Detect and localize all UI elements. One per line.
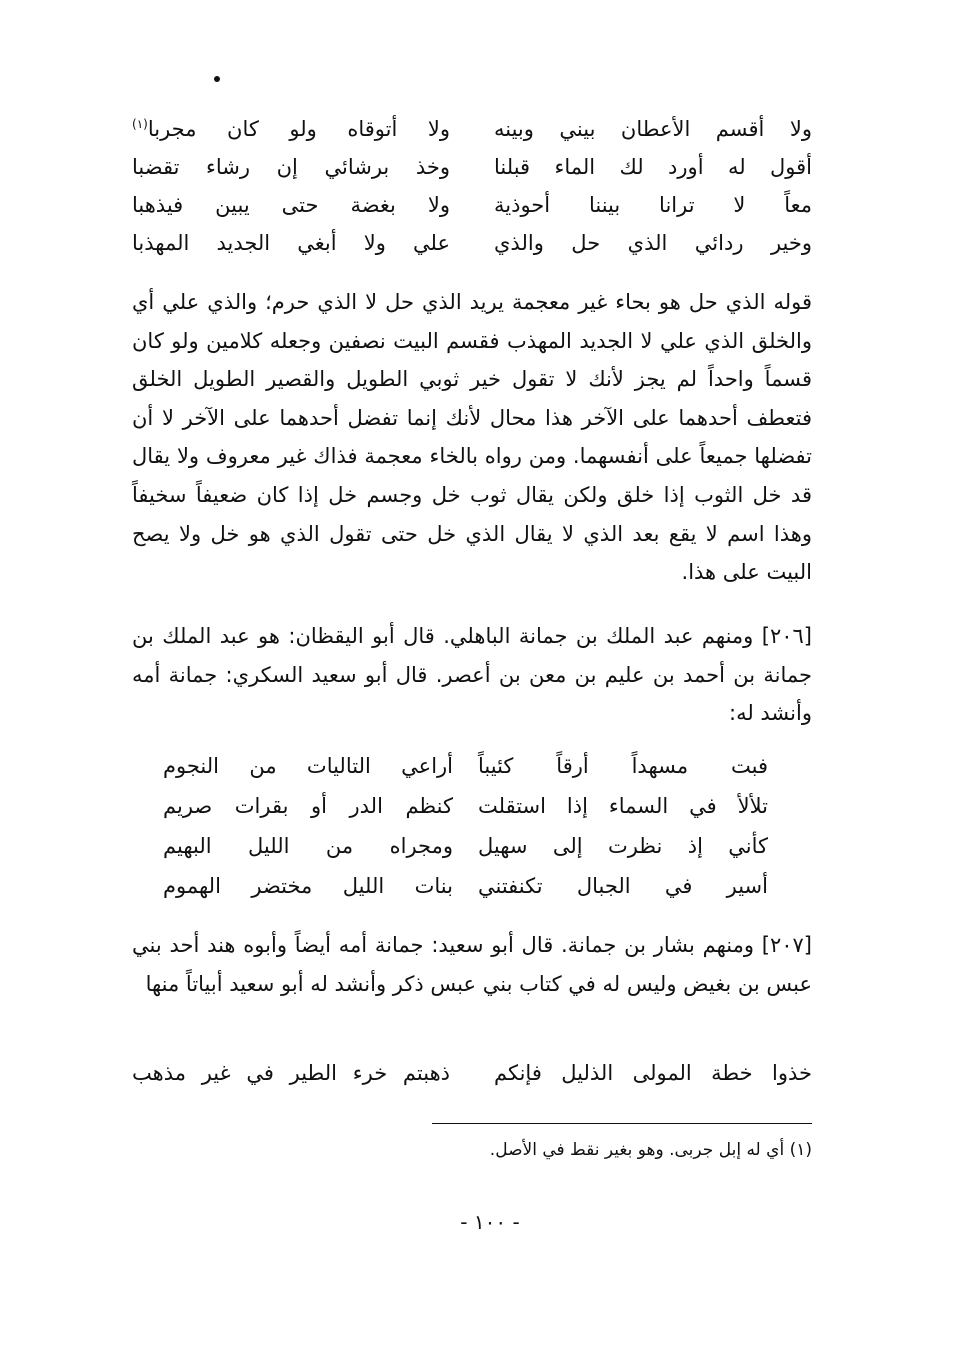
footnote-divider (432, 1123, 812, 1124)
entry-207 (132, 926, 812, 1003)
verse-line (132, 186, 812, 224)
entry-206-text: [٢٠٦] ومنهم عبد الملك بن جمانة الباهلي. قال أبو اليقظان: هو عبد الملك بن جمانة بن أحمد بن عليم بن معن بن أعصر. قال أبو سعيد السكري: جمانة أمه وأنشد له: (132, 624, 812, 726)
hemistich-text: ولا أتوقاه ولو كان مجربا (147, 117, 450, 141)
commentary-text: قوله الذي حل هو بحاء غير معجمة يريد الذي حل لا الذي حرم؛ والذي علي أي والخلق الذي علي لا الجديد المهذب فقسم البيت نصفين وجعله كلامين ولو كان قسماً واحداً لم يجز لأنك لا تقول خير ثوبي الطويل والقصير الطويل الخلق فتعطف أحدهما على الآخر هذا محال لأنك إنما تفضل أحدهما على الآخر لا أن تفضلها جميعاً على أنفسهما. ومن رواه بالخاء معجمة فذاك غير معروف ولا يقال قد خل الثوب إذا خلق ولكن يقال ثوب خل وجسم خل إذا كان ضعيفاً سخيفاً وهذا اسم لا يقع بعد الذي لا يقال الذي خل حتى تقول الذي هو خل ولا يصح البيت على هذا. (132, 290, 812, 585)
verse-second-hemistich: ذهبتم خرء الطير في غير مذهب (132, 1061, 450, 1085)
verse-second-hemistich: أراعي التاليات من النجوم (163, 754, 453, 778)
verse-second-hemistich: كنظم الدر أو بقرات صريم (163, 794, 453, 818)
footnote-marker: (١) (132, 117, 148, 131)
verse-second-hemistich: ومجراه من الليل البهيم (163, 834, 453, 858)
verse-second-hemistich: وخذ برشائي إن رشاء تقضبا (132, 155, 450, 179)
verse-first-hemistich: فبت مسهداً أرقاً كئيباً (478, 754, 768, 778)
verse-second-hemistich: بنات الليل مختضر الهموم (163, 874, 453, 898)
verse-first-hemistich: معاً لا ترانا بيننا أحوذية (494, 193, 812, 217)
verse-second-hemistich: ولا بغضة حتى يبين فيذهبا (132, 193, 450, 217)
verse-line (132, 224, 812, 262)
verse-first-hemistich: أسير في الجبال تكنفتني (478, 874, 768, 898)
verse-line (132, 1054, 812, 1092)
verse-first-hemistich: خذوا خطة المولى الذليل فإنكم (494, 1061, 812, 1085)
verses-206 (163, 746, 768, 906)
verse-first-hemistich: كأني إذ نظرت إلى سهيل (478, 834, 768, 858)
commentary-paragraph (132, 283, 812, 592)
verse-line (163, 866, 768, 906)
verse-second-hemistich: علي ولا أبغي الجديد المهذبا (132, 231, 450, 255)
verse-first-hemistich: ولا أقسم الأعطان بيني وبينه (494, 117, 812, 141)
verse-first-hemistich: وخير ردائي الذي حل والذي (494, 231, 812, 255)
verse-second-hemistich (132, 117, 450, 141)
verse-line (163, 746, 768, 786)
page-number: - ١٠٠ - (460, 1210, 520, 1234)
verses-top (132, 110, 812, 262)
verse-line (163, 786, 768, 826)
verse-line (132, 148, 812, 186)
verse-207 (132, 1054, 812, 1092)
ink-dot (214, 76, 220, 82)
entry-206 (132, 617, 812, 733)
verse-line (132, 110, 812, 148)
verse-first-hemistich: تلألأ في السماء إذا استقلت (478, 794, 768, 818)
entry-207-text: [٢٠٧] ومنهم بشار بن جمانة. قال أبو سعيد: جمانة أمه أيضاً وأبوه هند أحد بني عبس بن بغيض وليس له في كتاب بني عبس ذكر وأنشد له أبو سعيد أبياتاً منها (132, 933, 812, 996)
verse-first-hemistich: أقول له أورد لك الماء قبلنا (494, 155, 812, 179)
verse-line (163, 826, 768, 866)
footnote: (١) أي له إبل جربى. وهو بغير نقط في الأصل. (489, 1140, 812, 1160)
